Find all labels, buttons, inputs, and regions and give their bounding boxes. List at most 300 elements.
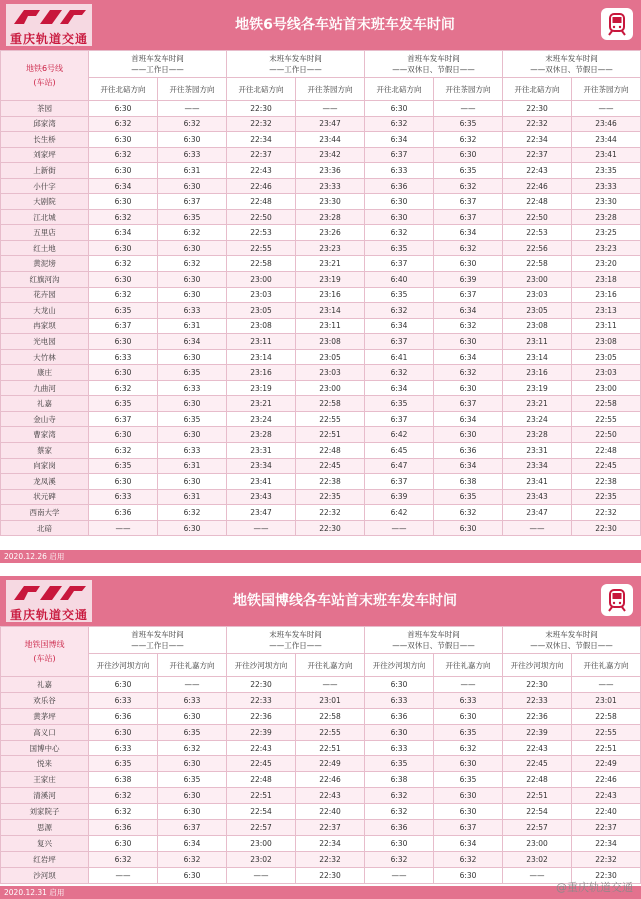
time-cell: 22:32: [296, 505, 365, 521]
station-name-cell: 欢乐谷: [1, 692, 89, 708]
time-cell: 6:31: [158, 318, 227, 334]
station-column-header: 地铁6号线 (车站): [1, 51, 89, 101]
time-cell: 6:30: [365, 209, 434, 225]
time-cell: 6:31: [158, 458, 227, 474]
time-cell: 6:30: [365, 677, 434, 693]
time-cell: 23:44: [296, 132, 365, 148]
table-row: [1, 443, 641, 459]
table-row: [1, 835, 641, 851]
time-cell: 6:33: [89, 692, 158, 708]
time-cell: 23:13: [572, 303, 641, 319]
time-cell: 6:35: [89, 396, 158, 412]
time-cell: ——: [365, 520, 434, 536]
time-cell: 23:03: [572, 365, 641, 381]
time-cell: 6:32: [158, 505, 227, 521]
time-cell: 23:23: [296, 240, 365, 256]
time-cell: 22:43: [503, 163, 572, 179]
time-cell: 6:36: [89, 505, 158, 521]
time-cell: 23:28: [296, 209, 365, 225]
time-cell: 6:35: [434, 116, 503, 132]
time-cell: 23:11: [227, 334, 296, 350]
time-cell: 6:30: [434, 788, 503, 804]
time-cell: 23:14: [227, 349, 296, 365]
time-cell: 6:33: [434, 692, 503, 708]
time-cell: 22:45: [503, 756, 572, 772]
time-cell: 6:37: [434, 396, 503, 412]
time-cell: 23:43: [227, 489, 296, 505]
time-cell: ——: [503, 867, 572, 883]
time-cell: 6:33: [158, 380, 227, 396]
time-cell: 6:30: [89, 194, 158, 210]
time-cell: 22:53: [503, 225, 572, 241]
table-row: [1, 256, 641, 272]
time-cell: 6:30: [434, 804, 503, 820]
table-row: [1, 380, 641, 396]
time-cell: 23:02: [503, 851, 572, 867]
table-row: [1, 101, 641, 117]
header-banner: [0, 0, 641, 50]
metro-train-icon: [601, 584, 633, 616]
table-row: [1, 209, 641, 225]
table-row: [1, 303, 641, 319]
time-cell: 22:43: [296, 788, 365, 804]
time-cell: 22:34: [572, 835, 641, 851]
time-cell: 6:37: [365, 411, 434, 427]
time-cell: 22:39: [227, 724, 296, 740]
table-row: [1, 677, 641, 693]
time-cell: ——: [227, 520, 296, 536]
station-name-cell: 小什字: [1, 178, 89, 194]
station-name-cell: 黄茅坪: [1, 708, 89, 724]
direction-header: 开往北碚方向: [227, 78, 296, 101]
time-cell: ——: [572, 677, 641, 693]
time-cell: 23:00: [503, 272, 572, 288]
time-cell: 6:35: [434, 163, 503, 179]
time-cell: 23:28: [227, 427, 296, 443]
table-row: [1, 458, 641, 474]
direction-header: 开往茶园方向: [434, 78, 503, 101]
time-cell: 22:32: [296, 851, 365, 867]
time-cell: 22:38: [572, 474, 641, 490]
brand-logo: [6, 4, 92, 46]
time-cell: 22:39: [503, 724, 572, 740]
time-cell: 23:21: [227, 396, 296, 412]
time-cell: 6:37: [365, 474, 434, 490]
time-cell: 6:30: [434, 708, 503, 724]
time-cell: 23:25: [572, 225, 641, 241]
time-cell: 23:00: [227, 835, 296, 851]
time-cell: 6:30: [89, 101, 158, 117]
time-cell: 6:30: [89, 132, 158, 148]
time-cell: 22:35: [296, 489, 365, 505]
table-row: [1, 851, 641, 867]
time-cell: 6:30: [158, 272, 227, 288]
time-cell: 6:30: [434, 256, 503, 272]
time-cell: 6:35: [434, 724, 503, 740]
time-cell: 6:34: [434, 349, 503, 365]
time-cell: 6:30: [158, 287, 227, 303]
time-cell: 6:33: [158, 147, 227, 163]
page-title: 地铁6号线各车站首末班车发车时间: [235, 17, 455, 33]
time-cell: 22:55: [572, 724, 641, 740]
time-cell: 6:32: [158, 851, 227, 867]
time-cell: 22:58: [296, 708, 365, 724]
time-cell: 22:43: [572, 788, 641, 804]
time-cell: 23:43: [503, 489, 572, 505]
station-name-cell: 江北城: [1, 209, 89, 225]
time-cell: 6:37: [365, 256, 434, 272]
time-cell: 22:48: [503, 772, 572, 788]
time-cell: 6:36: [89, 820, 158, 836]
direction-header: 开往礼嘉方向: [572, 654, 641, 677]
time-cell: 6:30: [158, 804, 227, 820]
time-cell: 22:45: [572, 458, 641, 474]
station-name-cell: 礼嘉: [1, 677, 89, 693]
timetable-table: [0, 626, 641, 884]
time-cell: 23:00: [572, 380, 641, 396]
table-row: [1, 116, 641, 132]
time-cell: 6:32: [89, 209, 158, 225]
time-cell: 23:34: [227, 458, 296, 474]
time-cell: 23:28: [503, 427, 572, 443]
time-cell: 6:30: [89, 163, 158, 179]
time-cell: 23:19: [296, 272, 365, 288]
time-cell: 23:03: [503, 287, 572, 303]
effective-date: 2020.12.26 启用: [0, 550, 641, 563]
time-cell: 22:30: [296, 520, 365, 536]
time-cell: 6:35: [365, 287, 434, 303]
station-column-header: 地铁国博线 (车站): [1, 627, 89, 677]
time-cell: 23:11: [503, 334, 572, 350]
time-cell: 6:30: [158, 788, 227, 804]
time-cell: 22:58: [572, 396, 641, 412]
time-cell: 6:32: [365, 116, 434, 132]
time-cell: 6:30: [158, 427, 227, 443]
time-cell: 22:32: [227, 116, 296, 132]
direction-header: 开往北碚方向: [503, 78, 572, 101]
station-name-cell: 向家岗: [1, 458, 89, 474]
time-cell: 22:43: [227, 163, 296, 179]
time-cell: 23:11: [296, 318, 365, 334]
metro-train-icon: [601, 8, 633, 40]
time-cell: 6:34: [158, 835, 227, 851]
station-name-cell: 花卉园: [1, 287, 89, 303]
time-cell: 6:41: [365, 349, 434, 365]
table-row: [1, 349, 641, 365]
direction-header: 开往沙河坝方向: [89, 654, 158, 677]
direction-header: 开往沙河坝方向: [227, 654, 296, 677]
time-cell: 6:30: [434, 147, 503, 163]
time-cell: 6:32: [158, 116, 227, 132]
station-name-cell: 大龙山: [1, 303, 89, 319]
time-cell: 23:41: [227, 474, 296, 490]
time-cell: 23:24: [227, 411, 296, 427]
time-cell: 23:14: [503, 349, 572, 365]
brand-logo: [6, 580, 92, 622]
time-cell: 22:57: [227, 820, 296, 836]
time-cell: 22:46: [503, 178, 572, 194]
time-cell: 6:32: [89, 116, 158, 132]
time-cell: 23:21: [296, 256, 365, 272]
time-cell: 22:48: [227, 772, 296, 788]
time-cell: 6:31: [158, 489, 227, 505]
station-name-cell: 复兴: [1, 835, 89, 851]
time-cell: 6:30: [365, 835, 434, 851]
time-cell: 22:48: [296, 443, 365, 459]
time-cell: 6:30: [89, 427, 158, 443]
table-row: [1, 365, 641, 381]
time-cell: 22:34: [296, 835, 365, 851]
table-row: [1, 396, 641, 412]
time-cell: 6:34: [89, 178, 158, 194]
time-cell: 22:46: [572, 772, 641, 788]
timetable-table: [0, 50, 641, 536]
time-cell: 22:40: [296, 804, 365, 820]
station-name-cell: 九曲河: [1, 380, 89, 396]
time-cell: 6:33: [89, 349, 158, 365]
table-row: [1, 489, 641, 505]
timetable-body: [1, 677, 641, 884]
time-cell: 6:30: [434, 427, 503, 443]
table-row: [1, 194, 641, 210]
table-row: [1, 272, 641, 288]
table-row: [1, 708, 641, 724]
time-cell: 23:16: [503, 365, 572, 381]
time-cell: 6:36: [365, 708, 434, 724]
time-cell: 6:37: [365, 334, 434, 350]
time-cell: 22:36: [227, 708, 296, 724]
time-cell: 23:05: [572, 349, 641, 365]
time-cell: 6:34: [434, 835, 503, 851]
time-cell: 6:35: [434, 489, 503, 505]
time-cell: 22:34: [227, 132, 296, 148]
time-cell: ——: [227, 867, 296, 883]
time-cell: 23:42: [296, 147, 365, 163]
time-cell: 6:35: [89, 458, 158, 474]
time-cell: 6:30: [434, 520, 503, 536]
time-cell: 6:30: [158, 240, 227, 256]
group-header: 末班车发车时间 ——工作日——: [227, 51, 365, 78]
time-cell: 6:30: [89, 240, 158, 256]
time-cell: 6:33: [89, 740, 158, 756]
time-cell: 23:16: [572, 287, 641, 303]
time-cell: ——: [365, 867, 434, 883]
time-cell: 6:30: [434, 380, 503, 396]
time-cell: 6:42: [365, 427, 434, 443]
time-cell: 6:35: [158, 724, 227, 740]
time-cell: 23:08: [503, 318, 572, 334]
time-cell: 22:58: [503, 256, 572, 272]
time-cell: 22:50: [227, 209, 296, 225]
time-cell: 22:46: [296, 772, 365, 788]
time-cell: 23:34: [503, 458, 572, 474]
time-cell: 22:49: [296, 756, 365, 772]
time-cell: 6:30: [89, 724, 158, 740]
time-cell: 6:37: [158, 194, 227, 210]
time-cell: 22:55: [227, 240, 296, 256]
direction-header: 开往礼嘉方向: [158, 654, 227, 677]
time-cell: 6:30: [158, 474, 227, 490]
time-cell: 22:33: [227, 692, 296, 708]
time-cell: 22:54: [503, 804, 572, 820]
time-cell: 6:32: [434, 505, 503, 521]
time-cell: 6:32: [89, 788, 158, 804]
time-cell: 22:48: [503, 194, 572, 210]
time-cell: 6:37: [434, 209, 503, 225]
time-cell: 23:05: [296, 349, 365, 365]
station-name-cell: 红岩坪: [1, 851, 89, 867]
time-cell: 22:32: [572, 851, 641, 867]
time-cell: 22:51: [227, 788, 296, 804]
time-cell: 6:35: [434, 772, 503, 788]
direction-header: 开往沙河坝方向: [365, 654, 434, 677]
time-cell: 6:33: [158, 443, 227, 459]
time-cell: 23:16: [296, 287, 365, 303]
station-name-cell: 清溪河: [1, 788, 89, 804]
station-name-cell: 大剧院: [1, 194, 89, 210]
direction-header: 开往礼嘉方向: [434, 654, 503, 677]
time-cell: 6:33: [365, 163, 434, 179]
station-name-cell: 北碚: [1, 520, 89, 536]
time-cell: 6:37: [89, 411, 158, 427]
table-row: [1, 474, 641, 490]
table-row: [1, 820, 641, 836]
page-title: 地铁国博线各车站首末班车发车时间: [233, 593, 457, 609]
time-cell: 22:51: [296, 427, 365, 443]
time-cell: 6:33: [158, 303, 227, 319]
station-name-cell: 上新街: [1, 163, 89, 179]
time-cell: 6:35: [365, 396, 434, 412]
group-header: 首班车发车时间 ——双休日、节假日——: [365, 51, 503, 78]
time-cell: 6:35: [158, 772, 227, 788]
time-cell: 6:33: [365, 740, 434, 756]
time-cell: 6:37: [434, 194, 503, 210]
time-cell: 6:32: [365, 851, 434, 867]
time-cell: 6:34: [89, 225, 158, 241]
time-cell: ——: [296, 101, 365, 117]
time-cell: 22:49: [572, 756, 641, 772]
time-cell: 22:37: [572, 820, 641, 836]
time-cell: 23:00: [503, 835, 572, 851]
time-cell: 22:37: [296, 820, 365, 836]
time-cell: 6:32: [365, 225, 434, 241]
time-cell: 22:51: [572, 740, 641, 756]
station-name-cell: 五里店: [1, 225, 89, 241]
table-row: [1, 505, 641, 521]
time-cell: 6:38: [365, 772, 434, 788]
time-cell: 22:30: [227, 677, 296, 693]
time-cell: 23:30: [296, 194, 365, 210]
station-name-cell: 高义口: [1, 724, 89, 740]
station-name-cell: 状元碑: [1, 489, 89, 505]
time-cell: ——: [503, 520, 572, 536]
time-cell: 6:30: [434, 334, 503, 350]
time-cell: 6:32: [434, 178, 503, 194]
time-cell: 23:47: [503, 505, 572, 521]
time-cell: 23:36: [296, 163, 365, 179]
station-name-cell: 曹家湾: [1, 427, 89, 443]
group-header: 首班车发车时间 ——双休日、节假日——: [365, 627, 503, 654]
cqrt-logo-icon: [10, 582, 88, 604]
station-name-cell: 冉家坝: [1, 318, 89, 334]
table-row: [1, 132, 641, 148]
time-cell: 22:34: [503, 132, 572, 148]
station-name-cell: 蔡家: [1, 443, 89, 459]
time-cell: 22:45: [227, 756, 296, 772]
time-cell: 23:21: [503, 396, 572, 412]
table-row: [1, 756, 641, 772]
time-cell: 6:32: [434, 851, 503, 867]
watermark: @重庆轨道交通: [556, 881, 633, 894]
table-row: [1, 287, 641, 303]
table-row: [1, 692, 641, 708]
time-cell: 22:38: [296, 474, 365, 490]
time-cell: 23:41: [572, 147, 641, 163]
direction-header: 开往沙河坝方向: [503, 654, 572, 677]
station-name-cell: 刘家院子: [1, 804, 89, 820]
time-cell: 23:18: [572, 272, 641, 288]
time-cell: ——: [158, 677, 227, 693]
direction-header: 开往北碚方向: [89, 78, 158, 101]
table-row: [1, 178, 641, 194]
time-cell: 6:45: [365, 443, 434, 459]
time-cell: 6:40: [365, 272, 434, 288]
time-cell: 22:53: [227, 225, 296, 241]
time-cell: 6:32: [89, 851, 158, 867]
time-cell: 6:39: [434, 272, 503, 288]
time-cell: 6:32: [158, 225, 227, 241]
time-cell: 22:30: [227, 101, 296, 117]
time-cell: 6:34: [365, 318, 434, 334]
time-cell: 6:31: [158, 163, 227, 179]
time-cell: 6:32: [89, 147, 158, 163]
time-cell: 6:32: [434, 132, 503, 148]
time-cell: 23:30: [572, 194, 641, 210]
time-cell: 6:38: [434, 474, 503, 490]
time-cell: 22:37: [503, 147, 572, 163]
time-cell: 23:03: [227, 287, 296, 303]
direction-header: 开往北碚方向: [365, 78, 434, 101]
time-cell: 6:32: [434, 318, 503, 334]
time-cell: 6:35: [89, 303, 158, 319]
time-cell: ——: [296, 677, 365, 693]
time-cell: 22:58: [572, 708, 641, 724]
time-cell: 22:36: [503, 708, 572, 724]
time-cell: 22:40: [572, 804, 641, 820]
time-cell: 6:47: [365, 458, 434, 474]
time-cell: 23:24: [503, 411, 572, 427]
time-cell: 22:43: [503, 740, 572, 756]
time-cell: 6:32: [89, 804, 158, 820]
time-cell: 6:38: [89, 772, 158, 788]
time-cell: 6:37: [434, 820, 503, 836]
station-name-cell: 红旗河沟: [1, 272, 89, 288]
time-cell: 6:42: [365, 505, 434, 521]
time-cell: 6:30: [158, 349, 227, 365]
time-cell: 6:30: [89, 334, 158, 350]
time-cell: 22:35: [572, 489, 641, 505]
time-cell: 22:32: [572, 505, 641, 521]
time-cell: 6:34: [434, 303, 503, 319]
brand-name: 重庆轨道交通: [9, 608, 88, 622]
time-cell: 6:37: [158, 820, 227, 836]
time-cell: 6:32: [158, 740, 227, 756]
station-name-cell: 思源: [1, 820, 89, 836]
time-cell: 23:01: [572, 692, 641, 708]
time-cell: 22:30: [503, 101, 572, 117]
time-cell: 23:47: [296, 116, 365, 132]
station-name-cell: 康庄: [1, 365, 89, 381]
